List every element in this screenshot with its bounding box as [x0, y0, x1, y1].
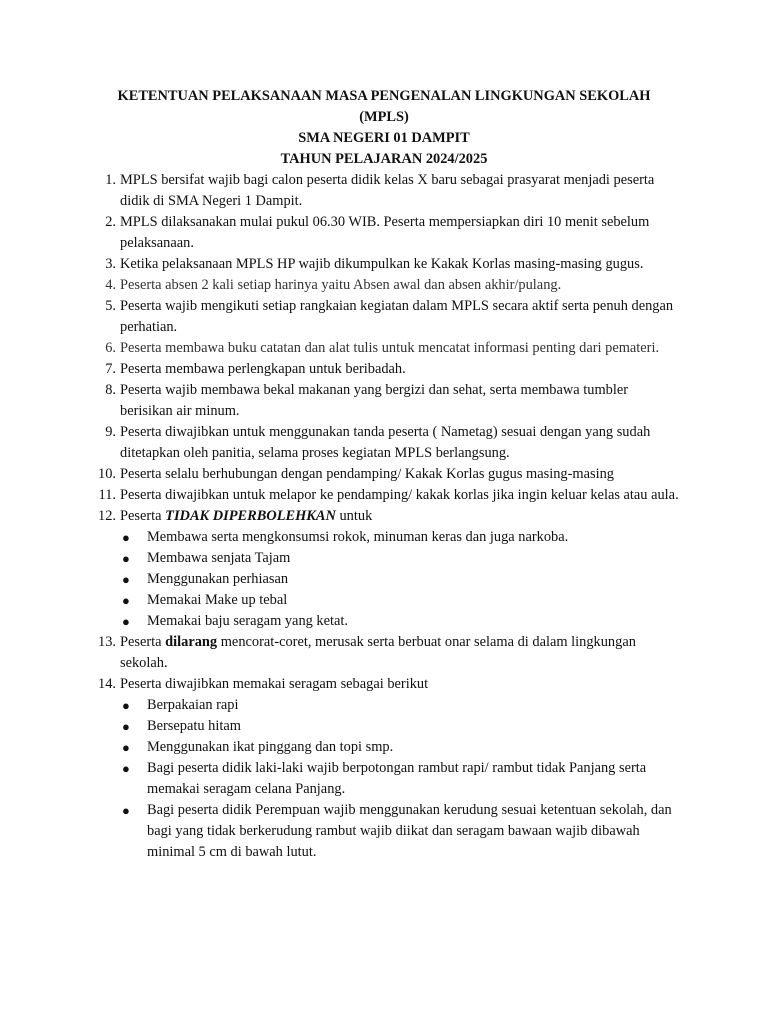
- rule-text-prefix: Peserta: [120, 508, 166, 524]
- rule-number: 13.: [98, 634, 116, 650]
- rule-text: Peserta diwajibkan untuk melapor ke pendamping/ kakak korlas jika ingin keluar kelas atau aula.: [120, 487, 679, 503]
- rule-number: 3.: [105, 256, 116, 272]
- bullet-icon: ●: [122, 593, 130, 608]
- rule-text: Peserta wajib membawa bekal makanan yang bergizi dan sehat, serta membawa tumbler berisikan air minum.: [120, 382, 629, 419]
- rule-text: Peserta membawa buku catatan dan alat tulis untuk mencatat informasi penting dari pemateri.: [120, 340, 660, 356]
- rule-text-prefix: Peserta: [120, 634, 166, 650]
- rule-item: [90, 464, 680, 485]
- bullet-item: [120, 548, 680, 569]
- bullet-text: Membawa senjata Tajam: [147, 550, 291, 566]
- rule-number: 9.: [105, 424, 116, 440]
- rule-number: 4.: [105, 277, 116, 293]
- rule-item: [90, 422, 680, 464]
- rules-list: [90, 170, 680, 863]
- rule-text: Peserta absen 2 kali setiap harinya yaitu Absen awal dan absen akhir/pulang.: [120, 277, 562, 293]
- bullet-item: [120, 737, 680, 758]
- rule-number: 14.: [98, 676, 116, 692]
- rule-item: [90, 338, 680, 359]
- bullet-item: [120, 611, 680, 632]
- rule-text: Peserta diwajibkan untuk menggunakan tanda peserta ( Nametag) sesuai dengan yang sudah ditetapkan oleh panitia, selama proses kegiatan MPLS berlangsung.: [120, 424, 651, 461]
- rule-text: Peserta membawa perlengkapan untuk beribadah.: [120, 361, 406, 377]
- bullet-text: Bagi peserta didik laki-laki wajib berpotongan rambut rapi/ rambut tidak Panjang serta memakai seragam celana Panjang.: [147, 760, 647, 797]
- rule-text: MPLS bersifat wajib bagi calon peserta didik kelas X baru sebagai prasyarat menjadi peserta didik di SMA Negeri 1 Dampit.: [120, 172, 655, 209]
- prohibited-list: [120, 527, 680, 632]
- bullet-icon: ●: [122, 551, 130, 566]
- rule-number: 8.: [105, 382, 116, 398]
- rule-text: Peserta wajib mengikuti setiap rangkaian kegiatan dalam MPLS secara aktif serta penuh dengan perhatian.: [120, 298, 674, 335]
- rule-text-suffix: mencorat-coret, merusak serta berbuat onar selama di dalam lingkungan sekolah.: [120, 634, 636, 671]
- bullet-icon: ●: [122, 698, 130, 713]
- rule-item: [90, 359, 680, 380]
- document-title-abbrev: (MPLS): [359, 109, 409, 125]
- bullet-item: [120, 590, 680, 611]
- bullet-item: [120, 569, 680, 590]
- uniform-list: [120, 695, 680, 863]
- academic-year: TAHUN PELAJARAN 2024/2025: [280, 151, 488, 167]
- bullet-item: [120, 800, 680, 863]
- rule-number: 12.: [98, 508, 116, 524]
- bullet-text: Menggunakan perhiasan: [147, 571, 289, 587]
- rule-text: Peserta selalu berhubungan dengan pendamping/ Kakak Korlas gugus masing-masing: [120, 466, 614, 482]
- rule-item: [90, 296, 680, 338]
- bullet-item: [120, 716, 680, 737]
- rule-number: 2.: [105, 214, 116, 230]
- bullet-item: [120, 695, 680, 716]
- bullet-icon: ●: [122, 719, 130, 734]
- bullet-icon: ●: [122, 572, 130, 587]
- document-header: [0, 86, 768, 170]
- rule-item: [90, 254, 680, 275]
- bullet-text: Memakai baju seragam yang ketat.: [147, 613, 348, 629]
- rule-item: [90, 170, 680, 212]
- rule-text: Ketika pelaksanaan MPLS HP wajib dikumpulkan ke Kakak Korlas masing-masing gugus.: [120, 256, 644, 272]
- bullet-text: Berpakaian rapi: [147, 697, 239, 713]
- document-title: KETENTUAN PELAKSANAAN MASA PENGENALAN LINGKUNGAN SEKOLAH: [117, 88, 651, 104]
- rule-emphasis: dilarang: [165, 634, 218, 650]
- rule-item: [90, 485, 680, 506]
- bullet-icon: ●: [122, 530, 130, 545]
- bullet-text: Memakai Make up tebal: [147, 592, 288, 608]
- bullet-item: [120, 758, 680, 800]
- rule-text: MPLS dilaksanakan mulai pukul 06.30 WIB. Peserta mempersiapkan diri 10 menit sebelum pelaksanaan.: [120, 214, 650, 251]
- rule-number: 6.: [105, 340, 116, 356]
- bullet-icon: ●: [122, 614, 130, 629]
- rule-item: [90, 632, 680, 674]
- rule-number: 11.: [98, 487, 116, 503]
- bullet-text: Bersepatu hitam: [147, 718, 241, 734]
- rule-text: Peserta diwajibkan memakai seragam sebagai berikut: [120, 676, 429, 692]
- rule-number: 10.: [98, 466, 116, 482]
- rule-item: [90, 212, 680, 254]
- rule-item: [90, 275, 680, 296]
- bullet-item: [120, 527, 680, 548]
- bullet-icon: ●: [122, 740, 130, 755]
- rule-emphasis: TIDAK DIPERBOLEHKAN: [165, 508, 336, 524]
- rule-number: 1.: [105, 172, 116, 188]
- bullet-icon: ●: [122, 761, 130, 776]
- rule-item: [90, 674, 680, 863]
- bullet-icon: ●: [122, 803, 130, 818]
- rule-number: 5.: [105, 298, 116, 314]
- rule-item: [90, 380, 680, 422]
- bullet-text: Membawa serta mengkonsumsi rokok, minuman keras dan juga narkoba.: [147, 529, 569, 545]
- rule-item: [90, 506, 680, 632]
- bullet-text: Menggunakan ikat pinggang dan topi smp.: [147, 739, 394, 755]
- school-name: SMA NEGERI 01 DAMPIT: [298, 130, 470, 146]
- rule-text-suffix: untuk: [335, 508, 373, 524]
- bullet-text: Bagi peserta didik Perempuan wajib menggunakan kerudung sesuai ketentuan sekolah, dan bagi yang tidak berkerudung rambut wajib diikat dan seragam bawaan wajib dibawah minimal 5 cm di bawah lutut.: [147, 802, 672, 860]
- rule-number: 7.: [105, 361, 116, 377]
